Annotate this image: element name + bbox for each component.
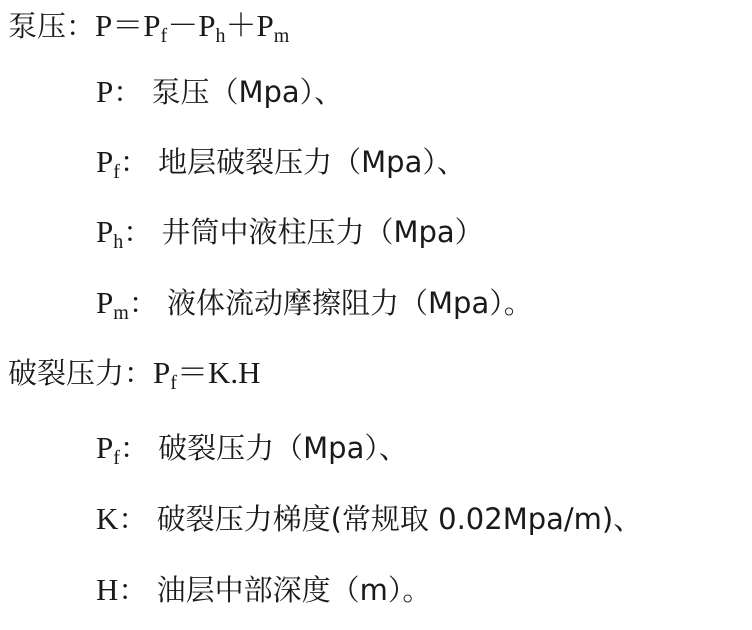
var-p-f-base: P	[153, 355, 171, 390]
symbol-p-f-base: P	[96, 144, 114, 179]
operator-minus: －	[167, 8, 199, 43]
symbol-p-h-base: P	[96, 214, 114, 249]
symbol-k: K	[96, 501, 119, 536]
subscript-f: f	[113, 447, 120, 469]
definition-line-pm	[96, 285, 533, 324]
operator-equals: ＝	[176, 355, 208, 390]
subscript-h: h	[215, 25, 226, 47]
definition-text-k: ： 破裂压力梯度(常规取 0.02Mpa/m)、	[118, 502, 643, 536]
symbol-p-f-base: P	[96, 430, 114, 465]
var-p-m-base: P	[256, 8, 274, 43]
operator-plus: ＋	[225, 8, 257, 43]
formula-line-fracture-pressure	[8, 355, 261, 394]
definition-line-pf2	[96, 430, 408, 469]
label-pump-pressure: 泵压：	[8, 9, 96, 43]
var-p-h-base: P	[198, 8, 216, 43]
definition-line-ph	[96, 214, 484, 253]
symbol-h: H	[96, 572, 119, 607]
label-fracture-pressure: 破裂压力：	[8, 356, 154, 390]
definition-text-pm: ： 液体流动摩擦阻力（Mpa）。	[128, 286, 533, 320]
symbol-p-m-base: P	[96, 285, 114, 320]
definition-text-p: ： 泵压（Mpa）、	[113, 75, 344, 109]
definition-line-pf	[96, 144, 466, 183]
var-p-f-base: P	[143, 8, 161, 43]
subscript-m: m	[113, 302, 129, 324]
formula-line-pump-pressure	[8, 8, 290, 47]
definition-text-pf: ： 地层破裂压力（Mpa）、	[119, 145, 466, 179]
operator-equals: ＝	[112, 8, 144, 43]
definition-line-h	[96, 574, 431, 605]
subscript-m: m	[273, 25, 290, 47]
definition-text-pf2: ： 破裂压力（Mpa）、	[119, 431, 408, 465]
definition-text-h: ： 油层中部深度（m）。	[118, 573, 432, 607]
subscript-h: h	[113, 231, 124, 253]
definition-text-ph: ： 井筒中液柱压力（Mpa）	[123, 215, 484, 249]
subscript-f: f	[160, 25, 168, 47]
subscript-f: f	[170, 372, 177, 394]
var-k-h: K.H	[207, 355, 261, 390]
var-p: P	[95, 8, 113, 43]
definition-line-p	[96, 76, 343, 107]
definition-line-k	[96, 503, 642, 534]
symbol-p: P	[96, 74, 114, 109]
subscript-f: f	[113, 161, 120, 183]
